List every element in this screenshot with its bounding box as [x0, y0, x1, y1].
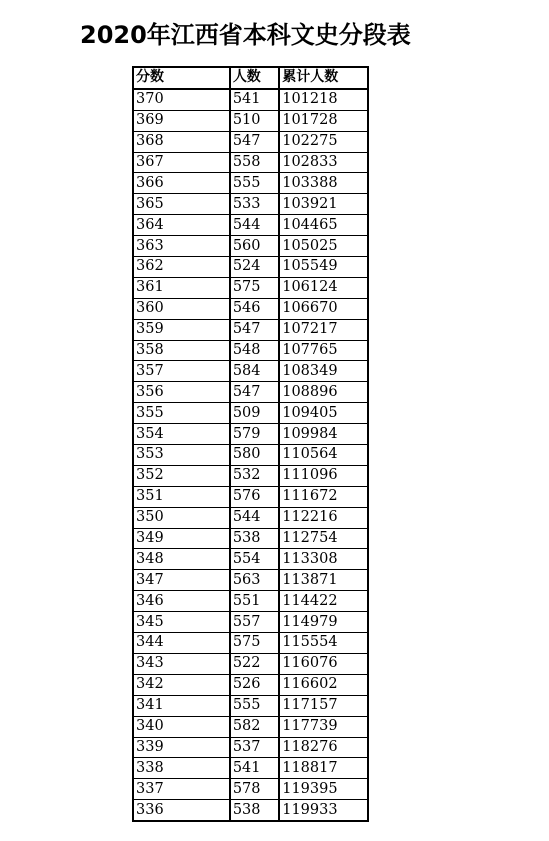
cell-score: 368 [133, 131, 230, 152]
table-row [133, 382, 368, 403]
table-row [133, 507, 368, 528]
cell-count: 533 [230, 194, 279, 215]
cell-score: 338 [133, 758, 230, 779]
table-row [133, 591, 368, 612]
cell-count: 576 [230, 486, 279, 507]
table-row [133, 758, 368, 779]
cell-count: 544 [230, 215, 279, 236]
cell-score: 352 [133, 465, 230, 486]
cell-count: 582 [230, 716, 279, 737]
cell-score: 348 [133, 549, 230, 570]
cell-count: 538 [230, 528, 279, 549]
cell-count: 541 [230, 89, 279, 110]
cell-cumulative: 112754 [279, 528, 368, 549]
cell-count: 524 [230, 257, 279, 278]
cell-cumulative: 104465 [279, 215, 368, 236]
header-cumulative: 累计人数 [279, 67, 368, 89]
cell-cumulative: 111096 [279, 465, 368, 486]
table-row [133, 194, 368, 215]
cell-score: 367 [133, 152, 230, 173]
cell-count: 544 [230, 507, 279, 528]
cell-count: 538 [230, 800, 279, 821]
cell-score: 337 [133, 779, 230, 800]
header-count: 人数 [230, 67, 279, 89]
cell-count: 555 [230, 173, 279, 194]
score-distribution-table [132, 66, 369, 822]
cell-score: 362 [133, 257, 230, 278]
cell-count: 522 [230, 653, 279, 674]
cell-count: 547 [230, 131, 279, 152]
table-row [133, 737, 368, 758]
table-row [133, 674, 368, 695]
cell-count: 526 [230, 674, 279, 695]
cell-cumulative: 108349 [279, 361, 368, 382]
cell-cumulative: 110564 [279, 445, 368, 466]
cell-score: 357 [133, 361, 230, 382]
cell-count: 532 [230, 465, 279, 486]
cell-count: 541 [230, 758, 279, 779]
table-row [133, 89, 368, 110]
cell-score: 340 [133, 716, 230, 737]
cell-count: 563 [230, 570, 279, 591]
cell-cumulative: 109405 [279, 403, 368, 424]
table-row [133, 340, 368, 361]
table-row [133, 403, 368, 424]
table-row [133, 257, 368, 278]
cell-cumulative: 112216 [279, 507, 368, 528]
cell-score: 349 [133, 528, 230, 549]
table-row [133, 277, 368, 298]
cell-score: 364 [133, 215, 230, 236]
table-row [133, 779, 368, 800]
cell-count: 575 [230, 277, 279, 298]
cell-score: 355 [133, 403, 230, 424]
table-row [133, 298, 368, 319]
page-title: 2020年江西省本科文史分段表 [80, 21, 411, 49]
table-row [133, 445, 368, 466]
cell-count: 537 [230, 737, 279, 758]
cell-cumulative: 111672 [279, 486, 368, 507]
cell-score: 344 [133, 633, 230, 654]
cell-count: 584 [230, 361, 279, 382]
table-row [133, 215, 368, 236]
cell-cumulative: 105025 [279, 236, 368, 257]
cell-score: 366 [133, 173, 230, 194]
cell-score: 350 [133, 507, 230, 528]
cell-score: 354 [133, 424, 230, 445]
table-row [133, 424, 368, 445]
table-row [133, 236, 368, 257]
cell-cumulative: 119395 [279, 779, 368, 800]
table-row [133, 110, 368, 131]
cell-count: 575 [230, 633, 279, 654]
table-row [133, 361, 368, 382]
cell-count: 558 [230, 152, 279, 173]
cell-cumulative: 115554 [279, 633, 368, 654]
cell-cumulative: 101728 [279, 110, 368, 131]
table-row [133, 695, 368, 716]
cell-count: 551 [230, 591, 279, 612]
cell-count: 509 [230, 403, 279, 424]
table-row [133, 653, 368, 674]
table-header-row [133, 67, 368, 89]
cell-cumulative: 105549 [279, 257, 368, 278]
table-row [133, 486, 368, 507]
cell-cumulative: 106124 [279, 277, 368, 298]
cell-score: 370 [133, 89, 230, 110]
cell-score: 342 [133, 674, 230, 695]
cell-cumulative: 118276 [279, 737, 368, 758]
cell-count: 546 [230, 298, 279, 319]
table-row [133, 612, 368, 633]
cell-cumulative: 107765 [279, 340, 368, 361]
table-row [133, 570, 368, 591]
cell-cumulative: 103388 [279, 173, 368, 194]
cell-cumulative: 108896 [279, 382, 368, 403]
cell-score: 361 [133, 277, 230, 298]
cell-cumulative: 101218 [279, 89, 368, 110]
cell-cumulative: 106670 [279, 298, 368, 319]
cell-cumulative: 116076 [279, 653, 368, 674]
cell-cumulative: 102833 [279, 152, 368, 173]
cell-count: 579 [230, 424, 279, 445]
cell-count: 548 [230, 340, 279, 361]
cell-score: 363 [133, 236, 230, 257]
table-row [133, 716, 368, 737]
table-row [133, 528, 368, 549]
header-score: 分数 [133, 67, 230, 89]
cell-count: 547 [230, 319, 279, 340]
table-row [133, 633, 368, 654]
cell-cumulative: 117739 [279, 716, 368, 737]
cell-cumulative: 114422 [279, 591, 368, 612]
cell-score: 343 [133, 653, 230, 674]
cell-cumulative: 114979 [279, 612, 368, 633]
cell-score: 339 [133, 737, 230, 758]
cell-cumulative: 107217 [279, 319, 368, 340]
cell-count: 510 [230, 110, 279, 131]
table-row [133, 549, 368, 570]
cell-cumulative: 113308 [279, 549, 368, 570]
cell-score: 365 [133, 194, 230, 215]
cell-score: 359 [133, 319, 230, 340]
cell-cumulative: 118817 [279, 758, 368, 779]
cell-count: 555 [230, 695, 279, 716]
cell-score: 341 [133, 695, 230, 716]
cell-cumulative: 103921 [279, 194, 368, 215]
cell-score: 358 [133, 340, 230, 361]
table-row [133, 800, 368, 821]
cell-count: 560 [230, 236, 279, 257]
cell-score: 347 [133, 570, 230, 591]
table-row [133, 465, 368, 486]
cell-score: 360 [133, 298, 230, 319]
table-row [133, 131, 368, 152]
table-row [133, 319, 368, 340]
cell-score: 356 [133, 382, 230, 403]
cell-cumulative: 116602 [279, 674, 368, 695]
cell-count: 580 [230, 445, 279, 466]
cell-score: 351 [133, 486, 230, 507]
cell-count: 547 [230, 382, 279, 403]
cell-count: 554 [230, 549, 279, 570]
cell-score: 336 [133, 800, 230, 821]
cell-cumulative: 109984 [279, 424, 368, 445]
cell-score: 353 [133, 445, 230, 466]
cell-score: 346 [133, 591, 230, 612]
cell-score: 345 [133, 612, 230, 633]
table-row [133, 152, 368, 173]
cell-cumulative: 113871 [279, 570, 368, 591]
cell-count: 578 [230, 779, 279, 800]
cell-cumulative: 117157 [279, 695, 368, 716]
cell-score: 369 [133, 110, 230, 131]
cell-cumulative: 119933 [279, 800, 368, 821]
cell-cumulative: 102275 [279, 131, 368, 152]
table-row [133, 173, 368, 194]
table-body [133, 89, 368, 821]
cell-count: 557 [230, 612, 279, 633]
